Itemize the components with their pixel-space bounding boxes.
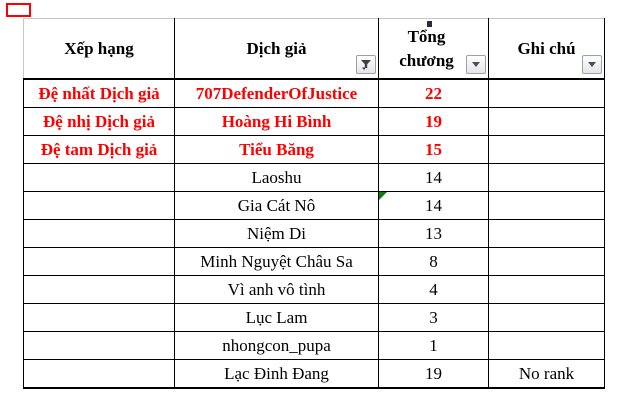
translator-cell[interactable]: nhongcon_pupa [175, 332, 379, 360]
translator-cell[interactable]: Lạc Đinh Đang [175, 360, 379, 389]
rank-cell[interactable] [24, 220, 175, 248]
note-cell[interactable]: No rank [489, 360, 605, 389]
table-row [24, 220, 605, 248]
error-indicator-triangle [379, 192, 387, 200]
chapters-cell[interactable]: 4 [379, 276, 489, 304]
rank-cell[interactable]: Đệ nhị Dịch giả [24, 108, 175, 136]
rank-cell[interactable] [24, 360, 175, 389]
red-annotation-mark [6, 3, 31, 17]
note-cell[interactable] [489, 79, 605, 108]
ranking-table [23, 18, 605, 389]
chapters-cell[interactable]: 15 [379, 136, 489, 164]
table-row [24, 276, 605, 304]
table-row [24, 192, 605, 220]
header-row [24, 19, 605, 80]
column-header-chapters[interactable] [379, 19, 489, 80]
note-cell[interactable] [489, 220, 605, 248]
translator-filter-button[interactable] [356, 55, 376, 74]
table-row [24, 136, 605, 164]
table-row [24, 304, 605, 332]
rank-cell[interactable]: Đệ nhất Dịch giả [24, 79, 175, 108]
translator-cell[interactable]: Hoàng Hi Bình [175, 108, 379, 136]
column-header-rank[interactable] [24, 19, 175, 80]
column-header-translator-label: Dịch giả [246, 38, 307, 58]
chevron-down-icon [472, 62, 480, 67]
chapters-cell[interactable]: 14 [379, 192, 489, 220]
note-cell[interactable] [489, 192, 605, 220]
note-cell[interactable] [489, 332, 605, 360]
column-header-notes[interactable] [489, 19, 605, 80]
rank-cell[interactable] [24, 276, 175, 304]
translator-cell[interactable]: Niệm Di [175, 220, 379, 248]
translator-cell[interactable]: Laoshu [175, 164, 379, 192]
chapters-cell[interactable]: 8 [379, 248, 489, 276]
column-header-rank-label: Xếp hạng [64, 38, 134, 58]
note-cell[interactable] [489, 276, 605, 304]
column-header-translator[interactable] [175, 19, 379, 80]
note-cell[interactable] [489, 304, 605, 332]
note-cell[interactable] [489, 248, 605, 276]
table-body [24, 79, 605, 388]
note-cell[interactable] [489, 164, 605, 192]
notes-filter-dropdown[interactable] [582, 55, 602, 74]
table-row [24, 108, 605, 136]
table-row [24, 332, 605, 360]
note-cell[interactable] [489, 108, 605, 136]
chapters-cell[interactable]: 3 [379, 304, 489, 332]
rank-cell[interactable]: Đệ tam Dịch giả [24, 136, 175, 164]
table-row [24, 360, 605, 389]
chapters-filter-dropdown[interactable] [466, 55, 486, 74]
chapters-cell[interactable]: 22 [379, 79, 489, 108]
translator-cell[interactable]: Lục Lam [175, 304, 379, 332]
translator-cell[interactable]: Minh Nguyệt Châu Sa [175, 248, 379, 276]
chapters-cell[interactable]: 19 [379, 360, 489, 389]
rank-cell[interactable] [24, 332, 175, 360]
translator-cell[interactable]: 707DefenderOfJustice [175, 79, 379, 108]
chapters-cell[interactable]: 13 [379, 220, 489, 248]
chapters-cell[interactable]: 1 [379, 332, 489, 360]
table-header [24, 19, 605, 80]
table-row [24, 164, 605, 192]
translator-cell[interactable]: Vì anh vô tình [175, 276, 379, 304]
rank-cell[interactable] [24, 192, 175, 220]
funnel-filter-icon [360, 59, 372, 70]
column-header-notes-label: Ghi chú [517, 38, 576, 58]
translator-cell[interactable]: Tiểu Băng [175, 136, 379, 164]
table-row [24, 248, 605, 276]
chapters-cell[interactable]: 14 [379, 164, 489, 192]
rank-cell[interactable] [24, 304, 175, 332]
rank-cell[interactable] [24, 248, 175, 276]
rank-cell[interactable] [24, 164, 175, 192]
table-row [24, 79, 605, 108]
column-header-chapters-label: Tổng chương [399, 26, 454, 70]
note-cell[interactable] [489, 136, 605, 164]
chevron-down-icon [588, 62, 596, 67]
translator-cell[interactable]: Gia Cát Nô [175, 192, 379, 220]
chapters-cell[interactable]: 19 [379, 108, 489, 136]
